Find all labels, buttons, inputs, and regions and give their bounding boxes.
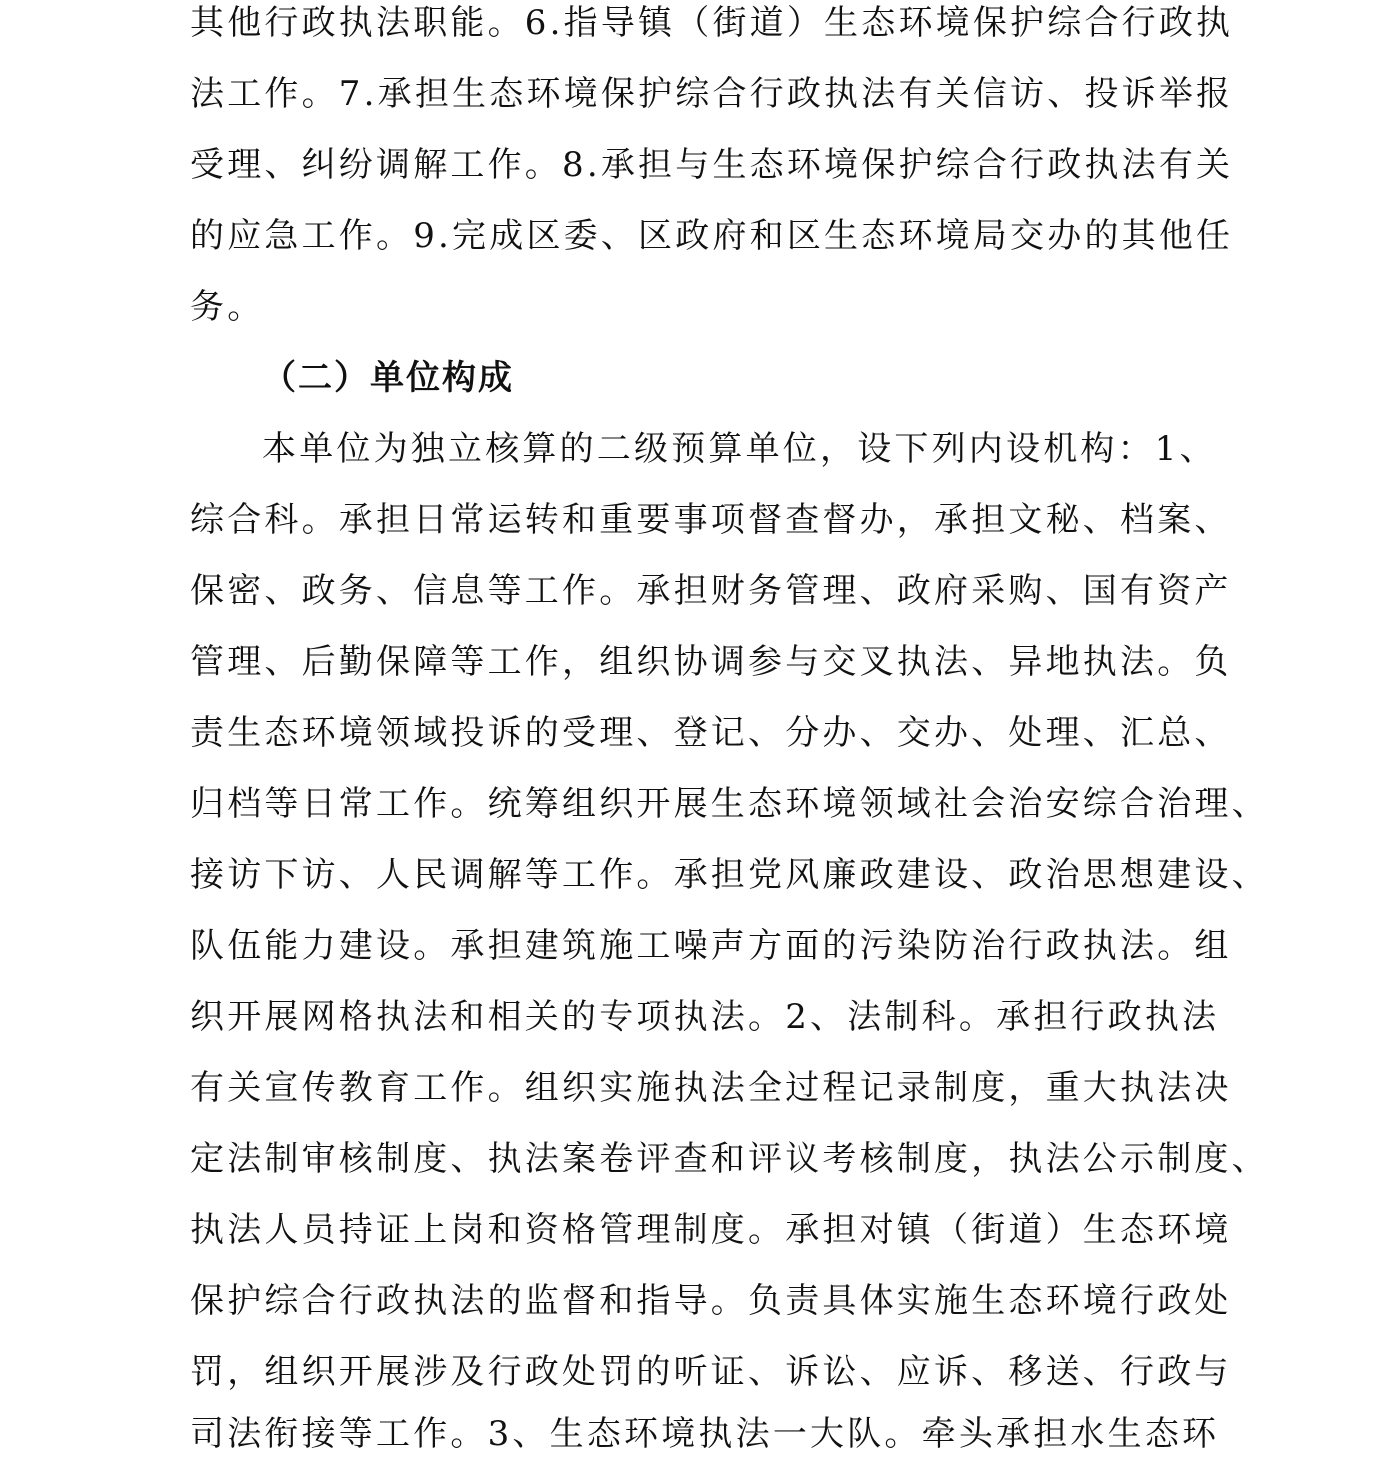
paragraph-line: 其他行政执法职能。6.指导镇（街道）生态环境保护综合行政执 — [190, 3, 1234, 43]
paragraph-line: 织开展网格执法和相关的专项执法。2、法制科。承担行政执法 — [190, 997, 1220, 1037]
paragraph-line: 受理、纠纷调解工作。8.承担与生态环境保护综合行政执法有关 — [190, 145, 1234, 185]
paragraph-line: 责生态环境领域投诉的受理、登记、分办、交办、处理、汇总、 — [190, 713, 1232, 753]
paragraph-line: 归档等日常工作。统筹组织开展生态环境领域社会治安综合治理、 — [190, 784, 1269, 824]
paragraph-line: 保密、政务、信息等工作。承担财务管理、政府采购、国有资产 — [190, 571, 1232, 611]
paragraph-line: 的应急工作。9.完成区委、区政府和区生态环境局交办的其他任 — [190, 216, 1234, 256]
paragraph-line: 务。 — [190, 287, 265, 327]
paragraph-line: 保护综合行政执法的监督和指导。负责具体实施生态环境行政处 — [190, 1281, 1232, 1321]
paragraph-line: 执法人员持证上岗和资格管理制度。承担对镇（街道）生态环境 — [190, 1210, 1232, 1250]
paragraph-line: 管理、后勤保障等工作，组织协调参与交叉执法、异地执法。负 — [190, 642, 1232, 682]
paragraph-line: 本单位为独立核算的二级预算单位，设下列内设机构：1、 — [262, 429, 1217, 469]
paragraph-line: 队伍能力建设。承担建筑施工噪声方面的污染防治行政执法。组 — [190, 926, 1232, 966]
section-heading: （二）单位构成 — [262, 358, 514, 398]
paragraph-line: 综合科。承担日常运转和重要事项督查督办，承担文秘、档案、 — [190, 500, 1232, 540]
paragraph-line: 接访下访、人民调解等工作。承担党风廉政建设、政治思想建设、 — [190, 855, 1269, 895]
paragraph-line: 罚，组织开展涉及行政处罚的听证、诉讼、应诉、移送、行政与 — [190, 1352, 1232, 1392]
paragraph-line: 定法制审核制度、执法案卷评查和评议考核制度，执法公示制度、 — [190, 1139, 1269, 1179]
paragraph-line: 有关宣传教育工作。组织实施执法全过程记录制度，重大执法决 — [190, 1068, 1232, 1108]
paragraph-line: 法工作。7.承担生态环境保护综合行政执法有关信访、投诉举报 — [190, 74, 1234, 114]
paragraph-line: 司法衔接等工作。3、生态环境执法一大队。牵头承担水生态环 — [190, 1414, 1220, 1454]
